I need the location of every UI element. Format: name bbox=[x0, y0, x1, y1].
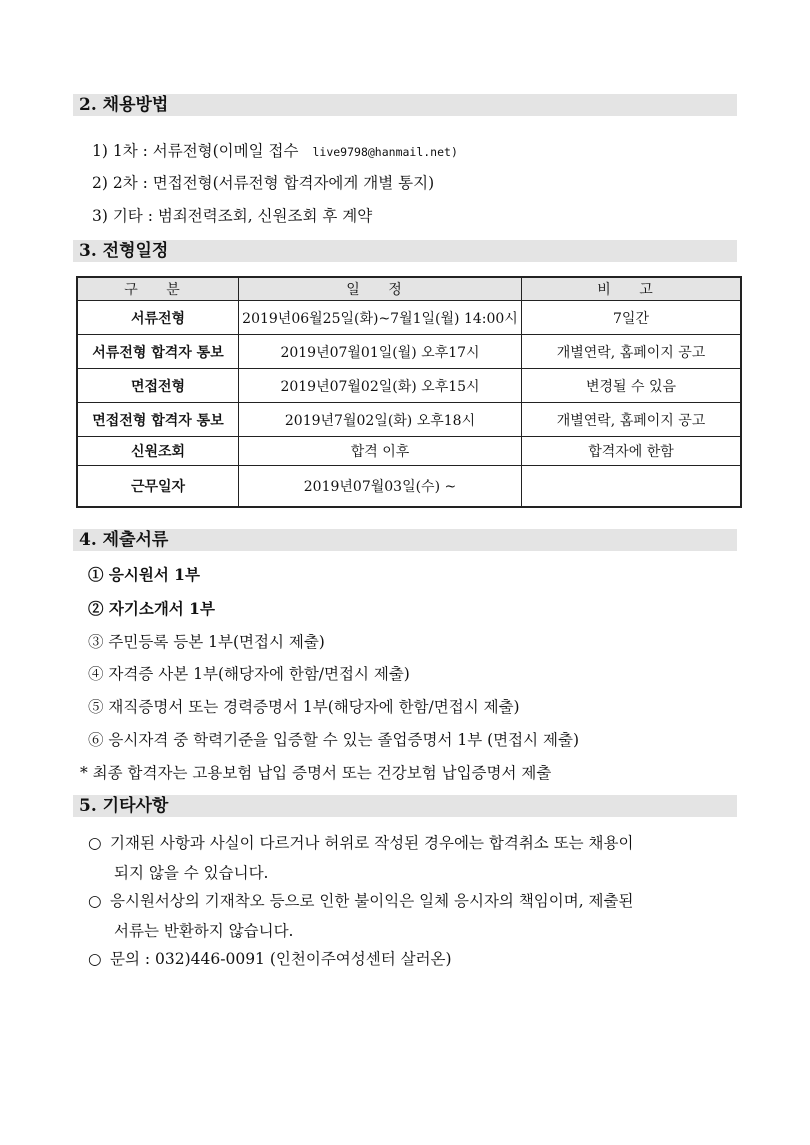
section-title-schedule: 3. 전형일정 bbox=[73, 240, 737, 262]
cell-date: 2019년07월01일(월) 오후17시 bbox=[239, 335, 522, 369]
header-note: 비 고 bbox=[522, 277, 742, 301]
method-item-2: 2) 2차 : 면접전형(서류전형 합격자에게 개별 통지) bbox=[92, 174, 435, 192]
document-item-3: ③ 주민등록 등본 1부(면접시 제출) bbox=[88, 633, 325, 651]
documents-footnote: * 최종 합격자는 고용보험 납입 증명서 또는 건강보험 납입증명서 제출 bbox=[80, 764, 552, 782]
table-row bbox=[77, 466, 741, 508]
section-title-method: 2. 채용방법 bbox=[73, 94, 737, 116]
misc-item-2-line1: 응시원서상의 기재착오 등으로 인한 불이익은 일체 응시자의 책임이며, 제출된 bbox=[110, 892, 634, 910]
method-item-3: 3) 기타 : 범죄전력조회, 신원조회 후 계약 bbox=[92, 207, 373, 225]
cell-date: 2019년07월03일(수) ~ bbox=[239, 466, 522, 508]
misc-item-2 bbox=[88, 886, 728, 946]
cell-note: 개별연락, 홈페이지 공고 bbox=[522, 335, 742, 369]
cell-stage: 근무일자 bbox=[77, 466, 239, 508]
cell-note: 개별연락, 홈페이지 공고 bbox=[522, 403, 742, 437]
schedule-table bbox=[76, 276, 742, 508]
cell-stage: 면접전형 합격자 통보 bbox=[77, 403, 239, 437]
header-stage: 구 분 bbox=[77, 277, 239, 301]
document-item-2: ② 자기소개서 1부 bbox=[88, 599, 215, 618]
table-row bbox=[77, 403, 741, 437]
cell-date: 합격 이후 bbox=[239, 437, 522, 466]
document-item-1: ① 응시원서 1부 bbox=[88, 565, 200, 584]
circle-bullet-icon: ○ bbox=[88, 834, 102, 852]
table-row bbox=[77, 335, 741, 369]
cell-stage: 면접전형 bbox=[77, 369, 239, 403]
method-item-1-text: 1) 1차 : 서류전형(이메일 접수 bbox=[92, 142, 299, 160]
misc-item-2-line2: 서류는 반환하지 않습니다. bbox=[114, 922, 294, 940]
cell-stage: 서류전형 합격자 통보 bbox=[77, 335, 239, 369]
cell-note: 합격자에 한함 bbox=[522, 437, 742, 466]
misc-item-3 bbox=[88, 944, 728, 974]
misc-item-3-line1: 문의 : 032)446-0091 (인천이주여성센터 살러온) bbox=[110, 950, 452, 968]
circle-bullet-icon: ○ bbox=[88, 950, 102, 968]
cell-date: 2019년7월02일(화) 오후18시 bbox=[239, 403, 522, 437]
cell-note: 7일간 bbox=[522, 301, 742, 335]
header-date: 일 정 bbox=[239, 277, 522, 301]
table-row bbox=[77, 301, 741, 335]
table-row bbox=[77, 369, 741, 403]
document-item-5: ⑤ 재직증명서 또는 경력증명서 1부(해당자에 한함/면접시 제출) bbox=[88, 698, 520, 716]
document-item-4: ④ 자격증 사본 1부(해당자에 한함/면접시 제출) bbox=[88, 665, 410, 683]
circle-bullet-icon: ○ bbox=[88, 892, 102, 910]
misc-item-1 bbox=[88, 828, 728, 888]
document-item-6: ⑥ 응시자격 중 학력기준을 입증할 수 있는 졸업증명서 1부 (면접시 제출) bbox=[88, 731, 579, 749]
cell-note bbox=[522, 466, 742, 508]
cell-date: 2019년07월02일(화) 오후15시 bbox=[239, 369, 522, 403]
cell-stage: 신원조회 bbox=[77, 437, 239, 466]
method-item-1 bbox=[92, 140, 458, 163]
misc-item-1-line1: 기재된 사항과 사실이 다르거나 허위로 작성된 경우에는 합격취소 또는 채용이 bbox=[110, 834, 634, 852]
method-email: live9798@hanmail.net) bbox=[312, 145, 458, 159]
schedule-header-row bbox=[77, 277, 741, 301]
cell-note: 변경될 수 있음 bbox=[522, 369, 742, 403]
table-row bbox=[77, 437, 741, 466]
cell-stage: 서류전형 bbox=[77, 301, 239, 335]
section-title-documents: 4. 제출서류 bbox=[73, 529, 737, 551]
misc-item-1-line2: 되지 않을 수 있습니다. bbox=[114, 864, 269, 882]
cell-date: 2019년06월25일(화)~7월1일(월) 14:00시 bbox=[239, 301, 522, 335]
section-title-misc: 5. 기타사항 bbox=[73, 795, 737, 817]
